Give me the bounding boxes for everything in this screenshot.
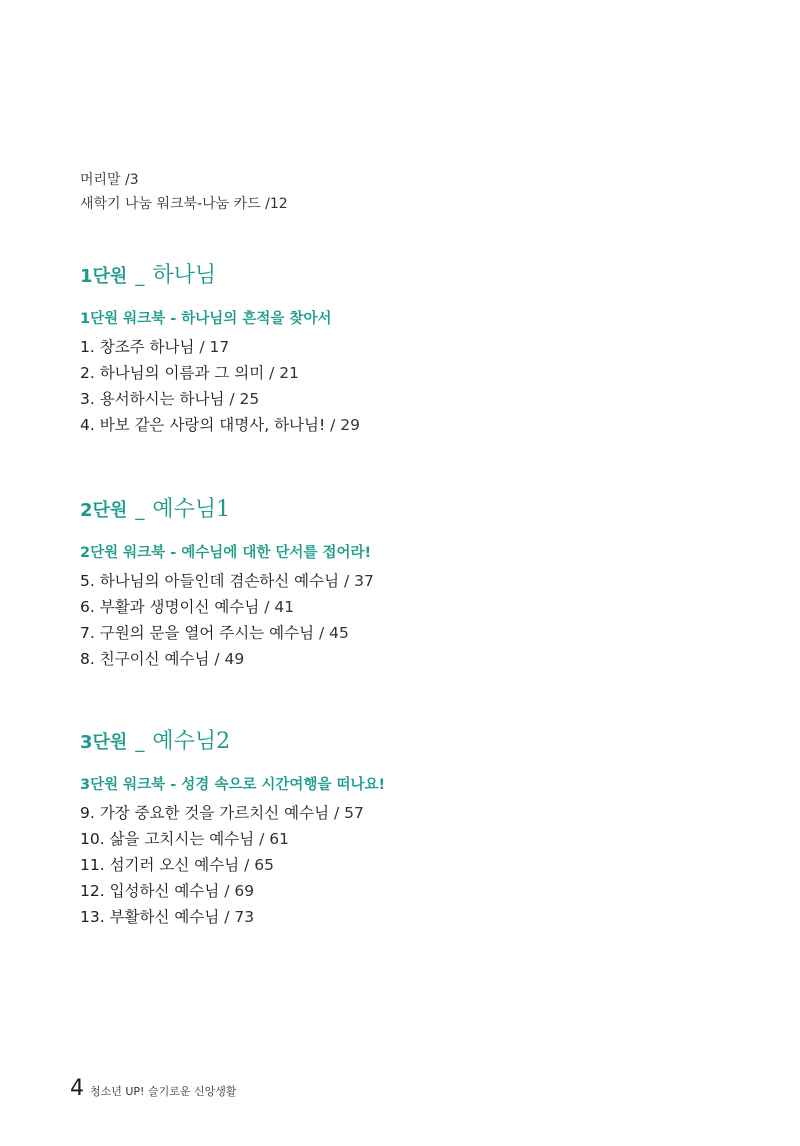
lesson-page: / 25 — [224, 390, 260, 408]
unit-separator: _ — [135, 266, 145, 287]
intro-item-sharing-card[interactable]: 새학기 나눔 워크북-나눔 카드 /12 — [80, 196, 288, 212]
lesson-page: / 41 — [259, 598, 295, 616]
unit-2-workbook-title[interactable]: 2단원 워크북 - 예수님에 대한 단서를 접어라! — [80, 545, 372, 561]
lesson-title: 11. 섬기러 오신 예수님 — [80, 856, 240, 874]
lesson-item[interactable] — [80, 360, 720, 386]
lesson-title: 3. 용서하시는 하나님 — [80, 390, 225, 408]
lesson-title: 2. 하나님의 이름과 그 의미 — [80, 364, 265, 382]
page-footer — [70, 1076, 236, 1101]
book-title: 청소년 UP! 슬기로운 신앙생활 — [90, 1085, 237, 1098]
unit-1-heading — [80, 258, 720, 294]
unit-3-section — [80, 724, 720, 930]
lesson-page: / 73 — [219, 908, 255, 926]
lesson-item[interactable] — [80, 800, 720, 826]
unit-3-lesson-list — [80, 800, 720, 930]
lesson-page: / 21 — [264, 364, 300, 382]
unit-number: 2단원 — [80, 500, 128, 521]
lesson-item[interactable] — [80, 620, 720, 646]
lesson-title: 5. 하나님의 아들인데 겸손하신 예수님 — [80, 572, 340, 590]
unit-3-heading — [80, 724, 720, 760]
lesson-item[interactable] — [80, 412, 720, 438]
lesson-item[interactable] — [80, 826, 720, 852]
lesson-item[interactable] — [80, 904, 720, 930]
lesson-page: / 65 — [239, 856, 275, 874]
lesson-page: / 37 — [339, 572, 374, 590]
lesson-item[interactable] — [80, 878, 720, 904]
lesson-title: 13. 부활하신 예수님 — [80, 908, 220, 926]
lesson-item[interactable] — [80, 852, 720, 878]
unit-1-workbook-title[interactable]: 1단원 워크북 - 하나님의 흔적을 찾아서 — [80, 311, 332, 327]
lesson-item[interactable] — [80, 386, 720, 412]
intro-item-preface[interactable]: 머리말 /3 — [80, 172, 139, 188]
unit-separator: _ — [135, 732, 145, 753]
lesson-page: / 17 — [194, 338, 230, 356]
unit-2-heading — [80, 492, 720, 528]
lesson-item[interactable] — [80, 646, 720, 672]
intro-list — [80, 168, 288, 216]
lesson-page: / 69 — [219, 882, 255, 900]
lesson-item[interactable] — [80, 334, 720, 360]
unit-title: 하나님 — [152, 263, 217, 288]
unit-3-workbook-title[interactable]: 3단원 워크북 - 성경 속으로 시간여행을 떠나요! — [80, 777, 386, 793]
lesson-page: / 29 — [325, 416, 361, 434]
lesson-title: 9. 가장 중요한 것을 가르치신 예수님 — [80, 804, 330, 822]
lesson-title: 12. 입성하신 예수님 — [80, 882, 220, 900]
lesson-title: 4. 바보 같은 사랑의 대명사, 하나님! — [80, 416, 326, 434]
unit-2-section — [80, 492, 720, 672]
lesson-title: 1. 창조주 하나님 — [80, 338, 195, 356]
lesson-title: 8. 친구이신 예수님 — [80, 650, 210, 668]
lesson-title: 6. 부활과 생명이신 예수님 — [80, 598, 260, 616]
unit-title: 예수님2 — [152, 729, 231, 754]
lesson-item[interactable] — [80, 594, 720, 620]
page-number: 4 — [70, 1076, 84, 1101]
lesson-page: / 61 — [254, 830, 290, 848]
unit-2-lesson-list — [80, 568, 720, 672]
lesson-page: / 57 — [329, 804, 364, 822]
lesson-item[interactable] — [80, 568, 720, 594]
unit-title: 예수님1 — [152, 497, 231, 522]
unit-1-section — [80, 258, 720, 438]
unit-1-lesson-list — [80, 334, 720, 438]
lesson-page: / 49 — [209, 650, 245, 668]
lesson-title: 7. 구원의 문을 열어 주시는 예수님 — [80, 624, 315, 642]
unit-number: 3단원 — [80, 732, 128, 753]
lesson-title: 10. 삶을 고치시는 예수님 — [80, 830, 255, 848]
unit-separator: _ — [135, 500, 145, 521]
lesson-page: / 45 — [314, 624, 349, 642]
unit-number: 1단원 — [80, 266, 128, 287]
